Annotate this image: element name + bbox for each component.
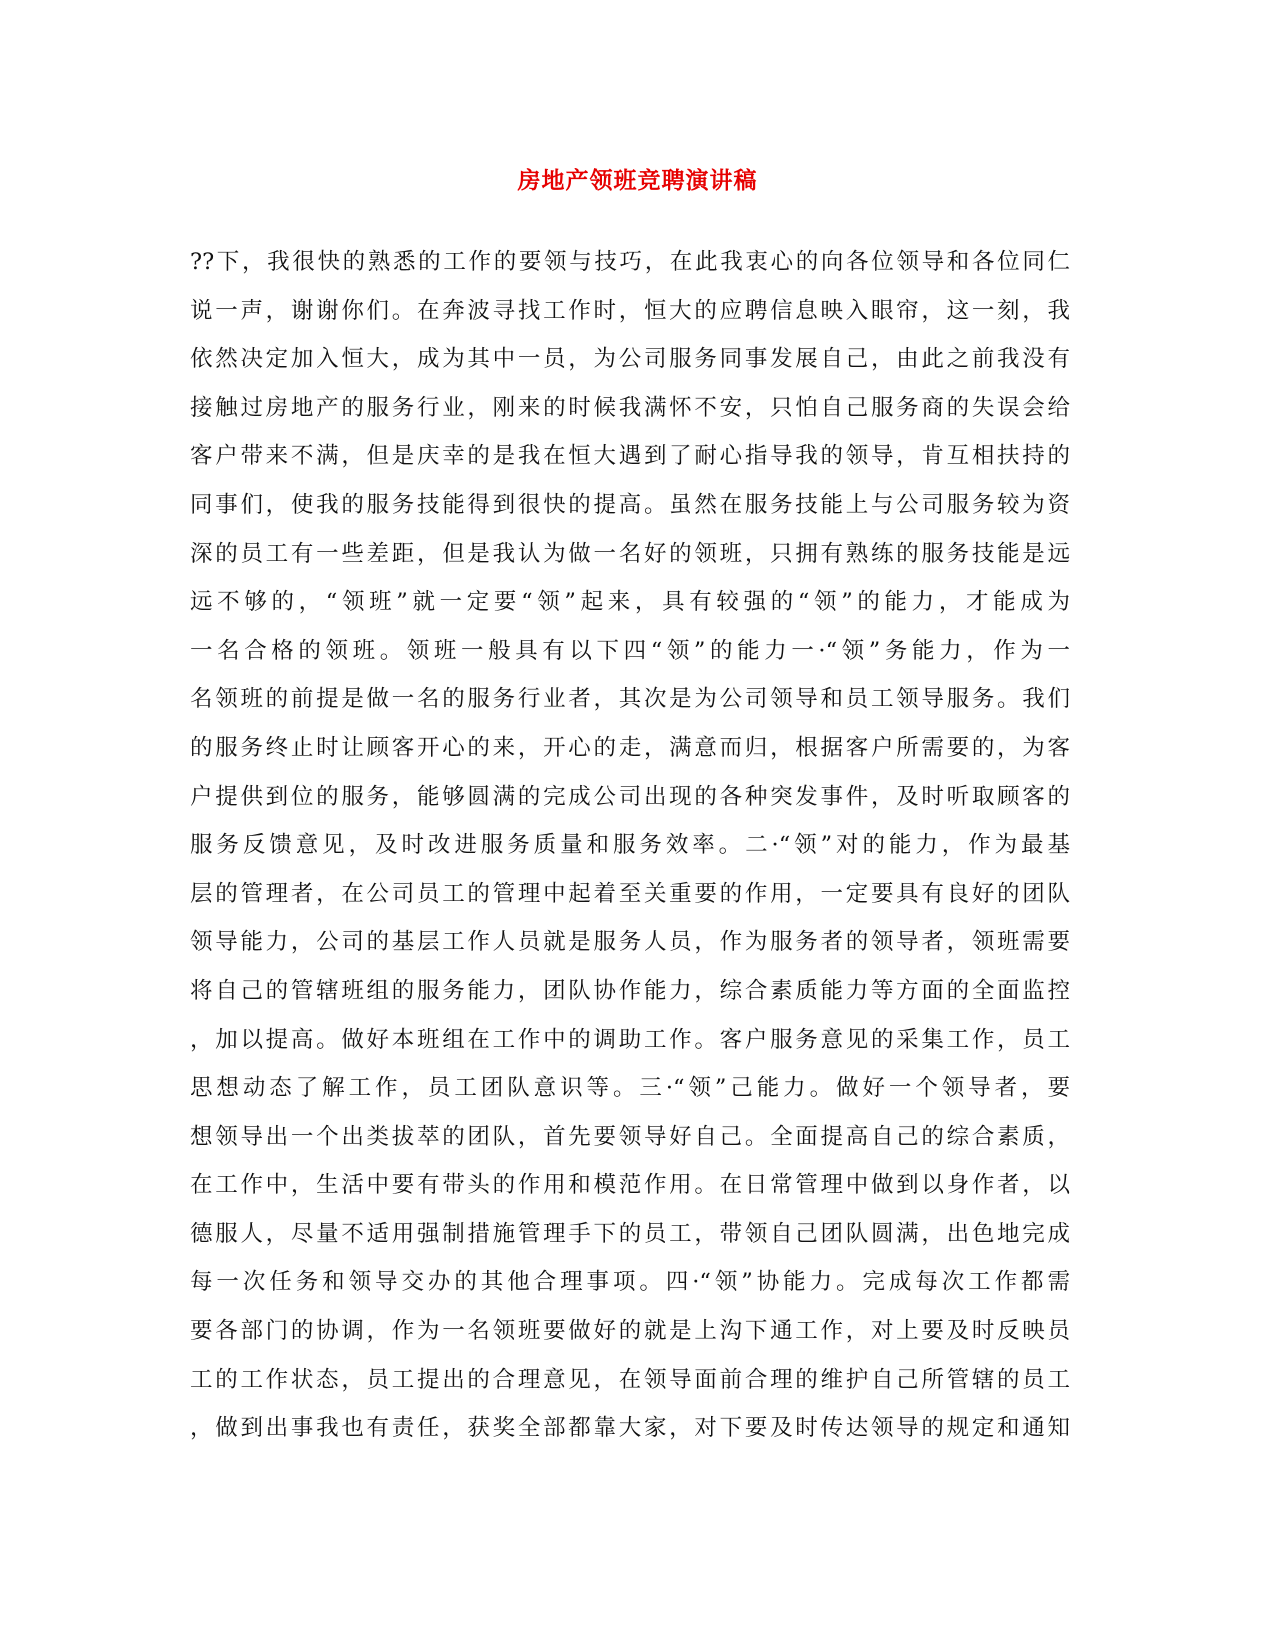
body-line: 接触过房地产的服务行业，刚来的时候我满怀不安，只怕自己服务商的失误会给 <box>190 394 1070 421</box>
body-line: 思想动态了解工作，员工团队意识等。三·“领”己能力。做好一个领导者，要 <box>190 1075 1070 1102</box>
body-line: 深的员工有一些差距，但是我认为做一名好的领班，只拥有熟练的服务技能是远 <box>190 540 1070 567</box>
body-line: 工的工作状态，员工提出的合理意见，在领导面前合理的维护自己所管辖的员工 <box>190 1366 1070 1393</box>
body-line: 领导能力，公司的基层工作人员就是服务人员，作为服务者的领导者，领班需要 <box>190 929 1070 956</box>
document-title: 房地产领班竞聘演讲稿 <box>517 167 758 194</box>
body-line: 在工作中，生活中要有带头的作用和模范作用。在日常管理中做到以身作者，以 <box>190 1172 1070 1199</box>
body-line: 将自己的管辖班组的服务能力，团队协作能力，综合素质能力等方面的全面监控 <box>190 977 1070 1004</box>
body-line: 德服人，尽量不适用强制措施管理手下的员工，带领自己团队圆满，出色地完成 <box>190 1220 1070 1247</box>
body-line: 一名合格的领班。领班一般具有以下四“领”的能力一·“领”务能力，作为一 <box>190 637 1070 664</box>
body-line: ，加以提高。做好本班组在工作中的调助工作。客户服务意见的采集工作，员工 <box>190 1026 1070 1053</box>
body-line: 户提供到位的服务，能够圆满的完成公司出现的各种突发事件，及时听取顾客的 <box>190 783 1070 810</box>
document-body <box>190 238 1070 1453</box>
body-line: ??下，我很快的熟悉的工作的要领与技巧，在此我衷心的向各位领导和各位同仁 <box>190 249 1070 275</box>
body-line: 依然决定加入恒大，成为其中一员，为公司服务同事发展自己，由此之前我没有 <box>190 346 1070 373</box>
body-line: 想领导出一个出类拔萃的团队，首先要领导好自己。全面提高自己的综合素质， <box>190 1123 1070 1150</box>
body-line: 每一次任务和领导交办的其他合理事项。四·“领”协能力。完成每次工作都需 <box>190 1269 1070 1296</box>
body-line: 远不够的，“领班”就一定要“领”起来，具有较强的“领”的能力，才能成为 <box>190 589 1070 616</box>
body-line: 名领班的前提是做一名的服务行业者，其次是为公司领导和员工领导服务。我们 <box>190 686 1070 713</box>
body-line: 说一声，谢谢你们。在奔波寻找工作时，恒大的应聘信息映入眼帘，这一刻，我 <box>190 297 1070 324</box>
body-line: 要各部门的协调，作为一名领班要做好的就是上沟下通工作，对上要及时反映员 <box>190 1318 1070 1345</box>
body-line: 层的管理者，在公司员工的管理中起着至关重要的作用，一定要具有良好的团队 <box>190 880 1070 907</box>
body-line: 同事们，使我的服务技能得到很快的提高。虽然在服务技能上与公司服务较为资 <box>190 491 1070 518</box>
body-line: 的服务终止时让顾客开心的来，开心的走，满意而归，根据客户所需要的，为客 <box>190 734 1070 761</box>
body-line: ，做到出事我也有责任，获奖全部都靠大家，对下要及时传达领导的规定和通知 <box>190 1415 1070 1442</box>
body-line: 客户带来不满，但是庆幸的是我在恒大遇到了耐心指导我的领导，肯互相扶持的 <box>190 443 1070 470</box>
body-line: 服务反馈意见，及时改进服务质量和服务效率。二·“领”对的能力，作为最基 <box>190 832 1070 859</box>
